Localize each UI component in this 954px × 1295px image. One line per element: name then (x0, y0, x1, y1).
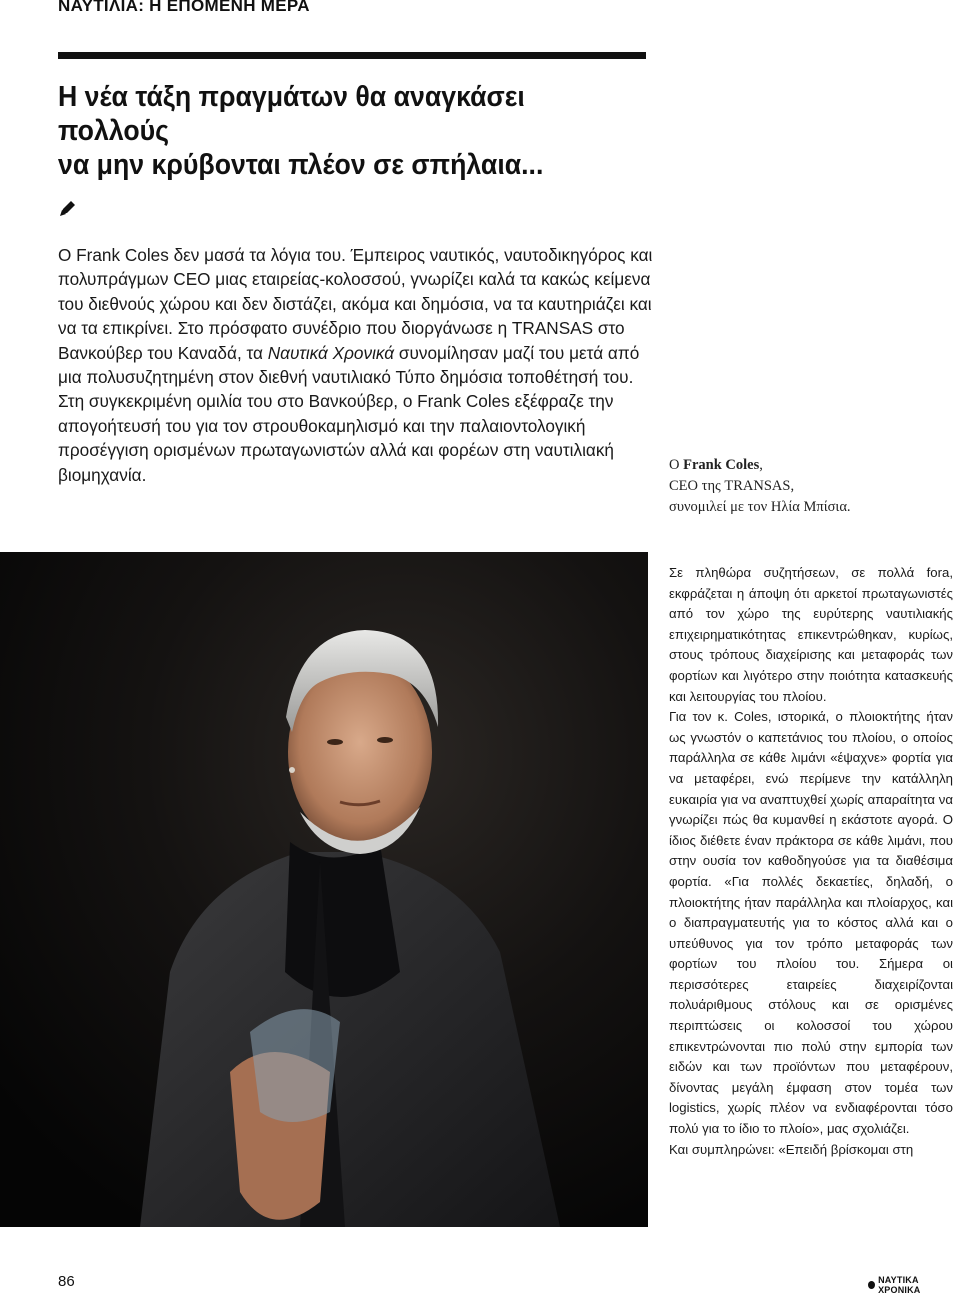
caption-line-3: συνομιλεί με τον Ηλία Μπίσια. (669, 499, 851, 515)
body-paragraph-3: Και συμπληρώνει: «Επειδή βρίσκομαι στη (669, 1141, 914, 1157)
body-paragraph-2: Για τον κ. Coles, ιστορικά, ο πλοιοκτήτης ήταν ως γνωστόν ο καπετάνιος του πλοίου, ο οποίος παράλληλα σε κάθε λιμάνι «έψαχνε» φορτία για να μεταφέρει, ενώ περίμενε την κατάλληλη ευκαιρία για να αναπτυχθεί χωρίς απαραίτητα να γνωρίζει πώς θα κυμανθεί η εκάστοτε αγορά. Ο ίδιος διέθετε έναν πράκτορα σε κάθε λιμάνι, που στην ουσία τον καθοδηγούσε για τα διαθέσιμα φορτία. «Για πολλές δεκαετίες, δηλαδή, ο πλοιοκτήτης ήταν παράλληλα και πλοίαρχος, και ο διαπραγματευτής για το κόστος αλλά και ο υπεύθυνος για τον τρόπο μεταφοράς των φορτίων του πλοίου του. Σήμερα οι περισσότερες εταιρείες διαχειρίζονται πολυάριθμους στόλους και σε ορισμένες περιπτώσεις οι κολοσσοί του χώρου επικεντρώνονται πιο πολύ στην εμπορία των ειδών και των προϊόντων που μεταφέρουν, δίνοντας μεγάλη έμφαση στον τομέα των logistics, χωρίς πλέον να ενδιαφέρονται τόσο πολύ για το ίδιο το πλοίο», μας σχολιάζει. (669, 709, 953, 1137)
pen-icon (58, 198, 78, 218)
lead-publication-name: Ναυτικά Χρονικά (267, 342, 395, 363)
article-headline (58, 80, 610, 182)
footer-brand (868, 1275, 954, 1295)
header-rule (58, 52, 646, 59)
page-number: 86 (58, 1273, 75, 1290)
lead-text-2: συνομίλησαν μαζί του μετά από μια πολυσυζητημένη στον διεθνή ναυτιλιακό Τύπο δημόσια τοποθέτησή του. Στη συγκεκριμένη ομιλία του στο Βανκούβερ, ο Frank Coles εξέφραζε την απογοήτευσή του για τον στρουθοκαμηλισμό και την παλαιοντολογική προσέγγιση ορισμένων πρωταγωνιστών αλλά και φορέων στη ναυτιλιακή βιομηχανία. (58, 342, 640, 485)
section-label: ΝΑΥΤΙΛΙΑ: Η ΕΠΟΜΕΝΗ ΜΕΡΑ (58, 0, 310, 15)
caption-name: Frank Coles (683, 457, 760, 473)
caption-line-2: CEO της TRANSAS, (669, 478, 795, 494)
portrait-illustration (0, 552, 648, 1227)
brand-logo-icon (868, 1281, 875, 1289)
photo-caption (669, 455, 939, 518)
brand-name: ΝΑΥΤΙΚΑ ΧΡΟΝΙΚΑ (878, 1275, 921, 1295)
body-paragraph-1: Σε πληθώρα συζητήσεων, σε πολλά fora, εκφράζεται η άποψη ότι αρκετοί πρωταγωνιστές από τον χώρο της ευρύτερης ναυτιλιακής επιχειρηματικότητας επικεντρώθηκαν, κυρίως, στους τρόπους διαχείρισης και μεταφοράς των φορτίων και λιγότερο στην ποιότητα κατασκευής και λειτουργίας του πλοίου. (669, 565, 953, 704)
headline-line-1: Η νέα τάξη πραγμάτων θα αναγκάσει πολλούς (58, 81, 525, 147)
caption-suffix: , (759, 457, 763, 473)
portrait-photo (0, 552, 648, 1227)
article-lead (58, 243, 658, 487)
caption-prefix: Ο (669, 457, 684, 473)
lead-paragraph (58, 243, 658, 487)
headline-line-2: να μην κρύβονται πλέον σε σπήλαια... (58, 149, 544, 181)
article-body (669, 563, 953, 1160)
caption-line-1 (669, 455, 939, 476)
lead-text-1: Ο Frank Coles δεν μασά τα λόγια του. Έμπειρος ναυτικός, ναυτοδικηγόρος και πολυπράγμων CEO μιας εταιρείας-κολοσσού, γνωρίζει καλά τα κακώς κείμενα του διεθνούς χώρου και δεν διστάζει, ακόμα και δημόσια, να τα καυτηριάζει και να τα επικρίνει. Στο πρόσφατο συνέδριο που διοργάνωσε η TRANSAS στο Βανκούβερ του Καναδά, τα (58, 245, 653, 363)
